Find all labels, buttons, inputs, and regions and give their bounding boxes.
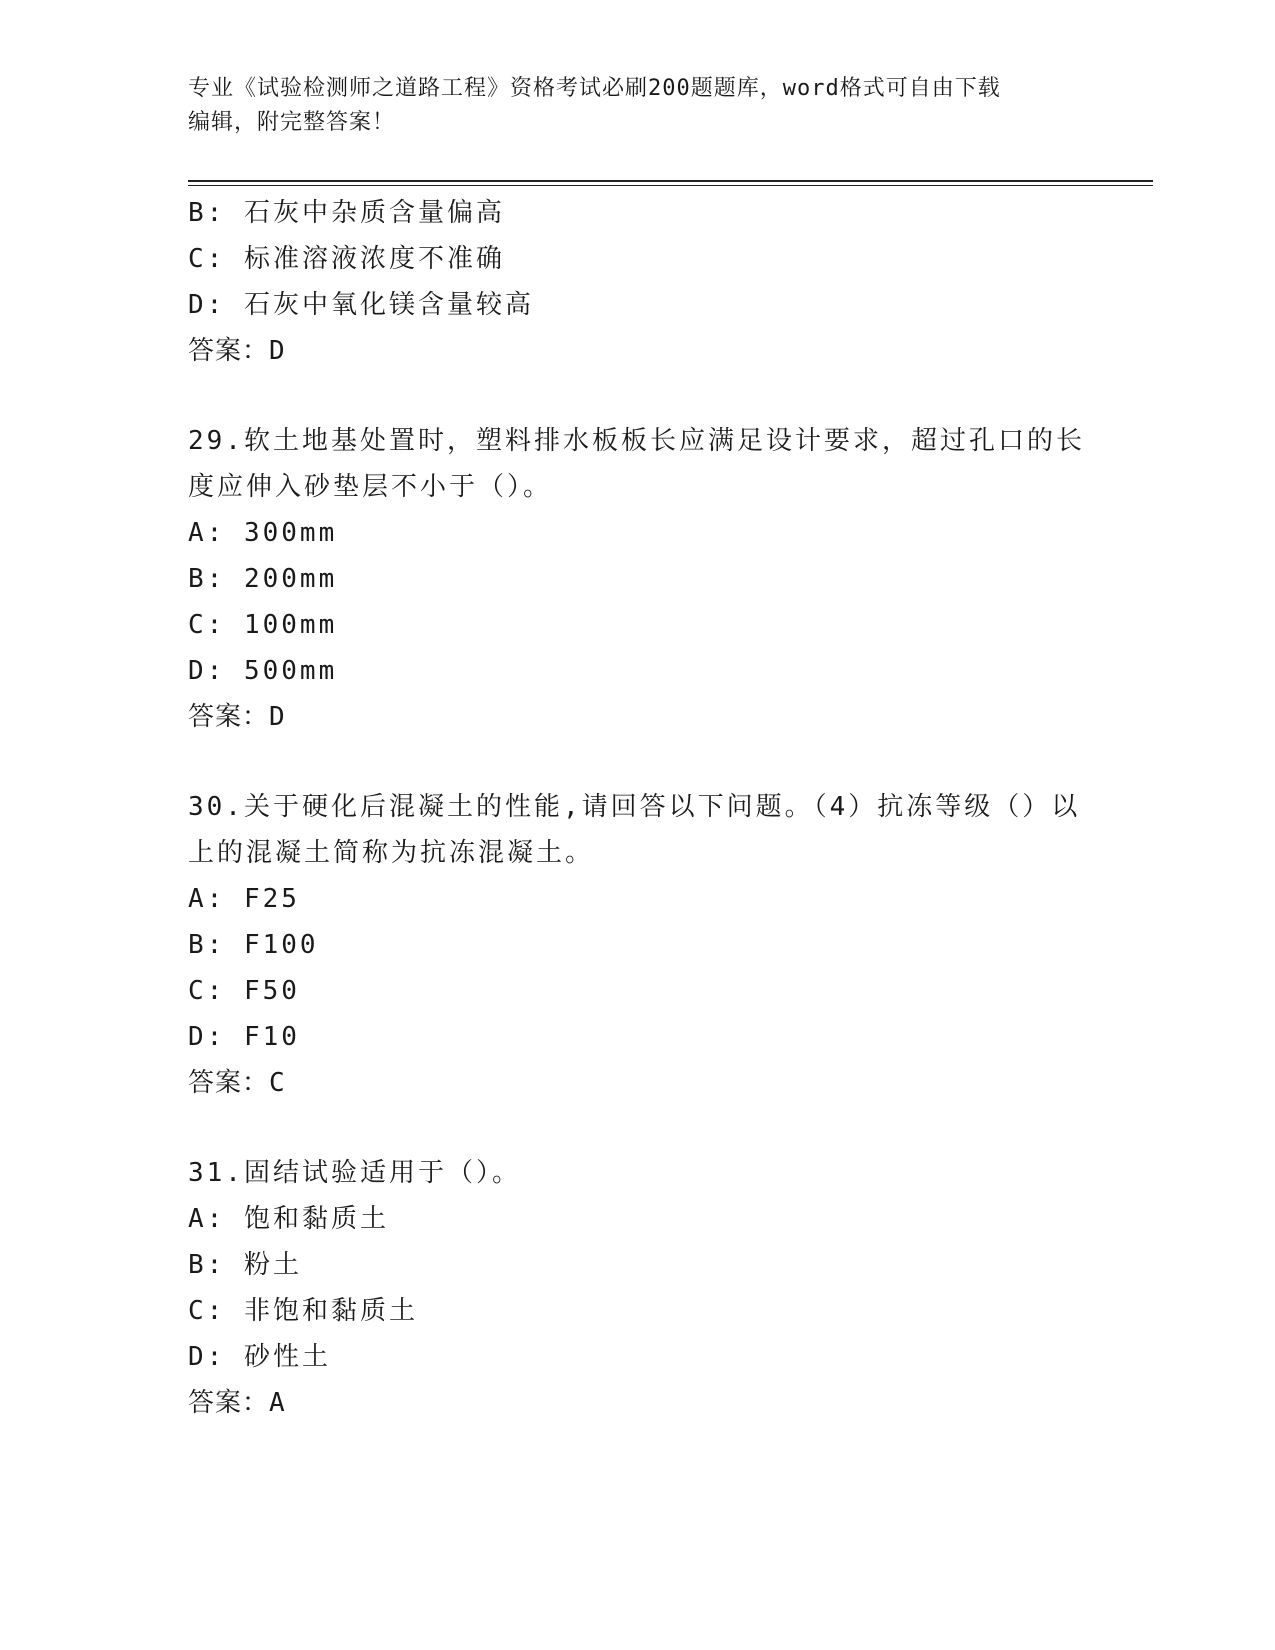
question-stem-line: 30.关于硬化后混凝土的性能,请回答以下问题。（4）抗冻等级（）以 <box>188 792 1081 822</box>
option-b: B: 石灰中杂质含量偏高 <box>188 198 505 228</box>
question-stem-line: 29.软土地基处置时，塑料排水板板长应满足设计要求，超过孔口的长 <box>188 426 1085 456</box>
option-d: D: F10 <box>188 1022 300 1052</box>
question-stem-line: 31.固结试验适用于（）。 <box>188 1158 521 1188</box>
option-d: D: 砂性土 <box>188 1342 331 1372</box>
option-a: A: F25 <box>188 884 300 914</box>
header-line-1: 专业《试验检测师之道路工程》资格考试必刷200题题库，word格式可自由下载 <box>188 76 1001 101</box>
answer: 答案：C <box>188 1068 286 1098</box>
header-line-2: 编辑，附完整答案！ <box>188 110 396 135</box>
option-b: B: 200mm <box>188 564 338 594</box>
option-c: C: F50 <box>188 976 300 1006</box>
question-29 <box>188 418 1088 740</box>
question-30 <box>188 784 1088 1106</box>
answer: 答案：A <box>188 1388 286 1418</box>
question-stem-line: 上的混凝土简称为抗冻混凝土。 <box>188 838 595 868</box>
spacer <box>188 740 1088 784</box>
question-stem-line: 度应伸入砂垫层不小于（）。 <box>188 472 553 502</box>
header-divider-thin <box>188 185 1153 186</box>
option-d: D: 500mm <box>188 656 338 686</box>
option-c: C: 标准溶液浓度不准确 <box>188 244 505 274</box>
option-c: C: 非饱和黏质土 <box>188 1296 418 1326</box>
option-d: D: 石灰中氧化镁含量较高 <box>188 290 534 320</box>
option-a: A: 饱和黏质土 <box>188 1204 389 1234</box>
option-a: A: 300mm <box>188 518 338 548</box>
question-31 <box>188 1150 1088 1426</box>
document-header <box>188 72 1068 140</box>
question-28-tail <box>188 190 1088 374</box>
question-list <box>188 190 1088 1426</box>
answer: 答案：D <box>188 336 286 366</box>
answer: 答案：D <box>188 702 286 732</box>
spacer <box>188 1106 1088 1150</box>
option-b: B: 粉土 <box>188 1250 302 1280</box>
option-c: C: 100mm <box>188 610 338 640</box>
header-divider-thick <box>188 180 1153 182</box>
spacer <box>188 374 1088 418</box>
option-b: B: F100 <box>188 930 319 960</box>
